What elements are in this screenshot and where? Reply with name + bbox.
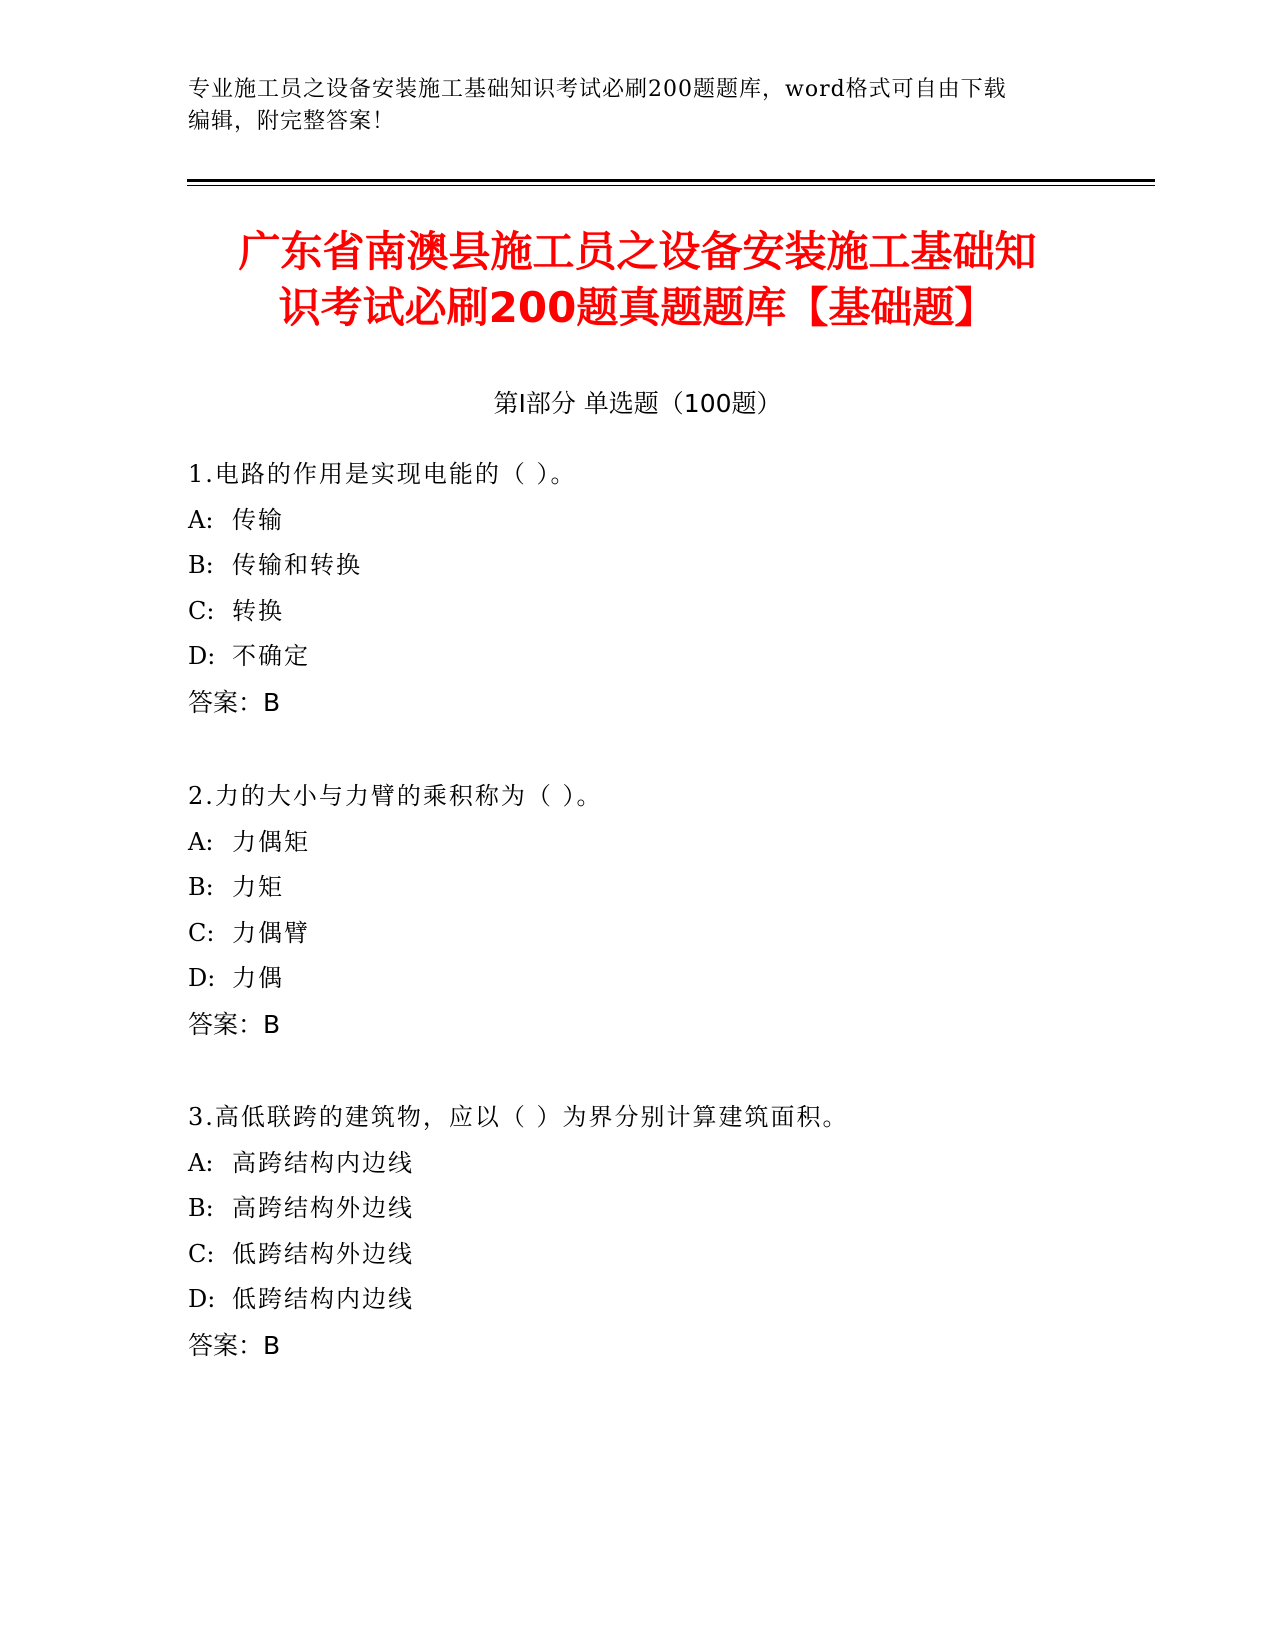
answer-prefix: 答案： xyxy=(188,1009,264,1039)
option-c xyxy=(188,1232,1148,1278)
option-text: 力偶矩 xyxy=(232,827,310,856)
question-stem: 2.力的大小与力臂的乘积称为（ ）。 xyxy=(188,782,603,810)
option-letter: D: xyxy=(188,642,216,670)
option-text: 力矩 xyxy=(232,873,284,901)
header-note-line-2: 编辑，附完整答案！ xyxy=(188,109,396,134)
option-letter: D: xyxy=(188,964,216,992)
question-2 xyxy=(188,774,1148,1047)
section-heading: 第Ⅰ部分 单选题（100题） xyxy=(493,389,782,418)
answer-value: B xyxy=(263,687,281,717)
question-stem: 3.高低联跨的建筑物，应以（ ）为界分别计算建筑面积。 xyxy=(188,1103,849,1131)
option-letter: A: xyxy=(188,505,214,534)
option-d xyxy=(188,634,1148,680)
option-text: 高跨结构外边线 xyxy=(232,1194,414,1222)
option-letter: C: xyxy=(188,918,215,947)
option-letter: B: xyxy=(188,551,214,579)
option-text: 转换 xyxy=(232,596,284,625)
answer-prefix: 答案： xyxy=(188,687,264,717)
header-note-line-1: 专业施工员之设备安装施工基础知识考试必刷200题题库，word格式可自由下载 xyxy=(188,77,1007,102)
question-3 xyxy=(188,1095,1148,1368)
option-letter: A: xyxy=(188,1148,214,1177)
answer-line xyxy=(188,1002,1148,1048)
answer-value: B xyxy=(263,1009,281,1039)
answer-line xyxy=(188,1323,1148,1369)
option-text: 不确定 xyxy=(232,642,310,670)
answer-value: B xyxy=(263,1330,281,1360)
option-letter: A: xyxy=(188,827,214,856)
document-title-line-1: 广东省南澳县施工员之设备安装施工基础知 xyxy=(238,227,1037,276)
option-text: 高跨结构内边线 xyxy=(232,1148,414,1177)
question-stem: 1.电路的作用是实现电能的（ ）。 xyxy=(188,460,577,488)
header-divider-thick xyxy=(187,179,1155,182)
option-b xyxy=(188,543,1148,589)
option-a xyxy=(188,1141,1148,1187)
option-text: 低跨结构内边线 xyxy=(232,1285,414,1313)
option-text: 低跨结构外边线 xyxy=(232,1239,414,1268)
document-title-line-2: 识考试必刷200题真题题库【基础题】 xyxy=(278,283,997,332)
header-note xyxy=(188,74,1088,138)
header-divider-thin xyxy=(187,185,1155,186)
answer-prefix: 答案： xyxy=(188,1330,264,1360)
option-b xyxy=(188,1186,1148,1232)
option-letter: D: xyxy=(188,1285,216,1313)
option-a xyxy=(188,498,1148,544)
option-letter: B: xyxy=(188,873,214,901)
option-d xyxy=(188,1277,1148,1323)
question-1 xyxy=(188,452,1148,725)
option-text: 力偶 xyxy=(232,964,284,992)
option-b xyxy=(188,865,1148,911)
option-letter: B: xyxy=(188,1194,214,1222)
option-c xyxy=(188,589,1148,635)
option-c xyxy=(188,911,1148,957)
option-a xyxy=(188,820,1148,866)
option-text: 传输 xyxy=(232,505,284,534)
answer-line xyxy=(188,680,1148,726)
option-text: 力偶臂 xyxy=(232,918,310,947)
option-letter: C: xyxy=(188,1239,215,1268)
option-d xyxy=(188,956,1148,1002)
option-letter: C: xyxy=(188,596,215,625)
document-title xyxy=(150,224,1125,336)
option-text: 传输和转换 xyxy=(232,551,362,579)
